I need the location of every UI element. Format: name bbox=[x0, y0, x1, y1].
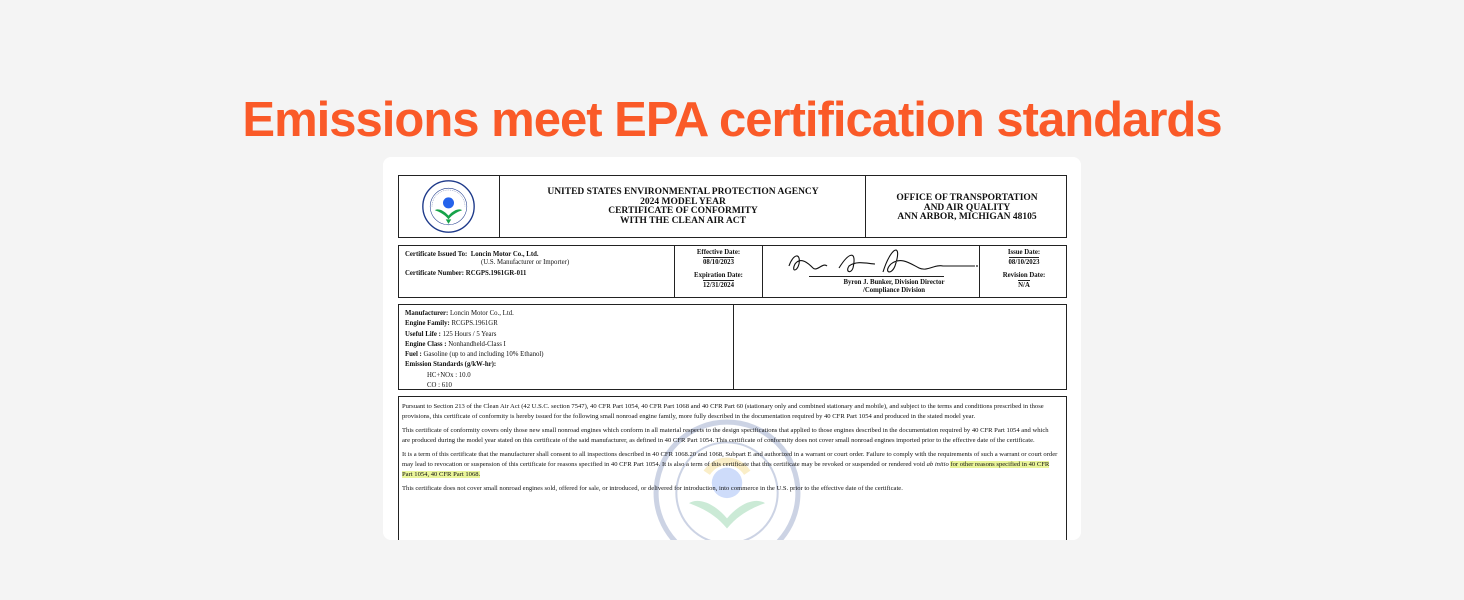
legal-paragraph: This certificate of conformity covers only those new small nonroad engines which conform in all material respects to the design specifications that applied to those engines described in the documentation required by 40 CFR Part 1054 and which are produced during the model year stated on this certificate of the said manufacturer, as defined in 40 CFR Part 1054. This certificate of conformity does not cover small nonroad engines imported prior to the effective date of the certificate. bbox=[402, 427, 1049, 444]
expiration-date-label: Expiration Date: bbox=[694, 272, 743, 279]
signer-division-text: Compliance Division bbox=[864, 287, 926, 294]
certificate-card bbox=[383, 157, 1081, 540]
cert-divider bbox=[762, 246, 763, 297]
legal-text-span: It is a term of this certificate that the manufacturer shall consent to all inspections described in 40 CFR 1068.20 and 1068, Subpart E and authorized in a warrant or court order. Failure to comply with the requirements of such a warrant or court order may lead to revocation or suspension of this certificate for reasons specified in 40 CFR Part 1054. It is also a term of this certificate that this certificate may be revoked or suspended or rendered void bbox=[402, 451, 1058, 468]
signer bbox=[774, 279, 1014, 295]
co-value: CO : 610 bbox=[427, 382, 452, 390]
certificate-number-label: Certificate Number: bbox=[405, 270, 465, 277]
signer-division: /Compliance Division bbox=[862, 287, 926, 294]
issue-date-cell bbox=[980, 249, 1068, 266]
standards-line bbox=[405, 360, 544, 370]
fuel-label: Fuel : bbox=[405, 351, 422, 359]
office-line: OFFICE OF TRANSPORTATION bbox=[896, 193, 1038, 203]
agency-line: CERTIFICATE OF CONFORMITY bbox=[608, 206, 758, 217]
legal-italic: ab initio bbox=[926, 461, 949, 468]
agency-line: WITH THE CLEAN AIR ACT bbox=[620, 215, 746, 226]
effective-date-value: 08/10/2023 bbox=[703, 259, 734, 266]
issue-date-value: 08/10/2023 bbox=[1008, 259, 1040, 266]
manufacturer-label: Manufacturer: bbox=[405, 310, 449, 317]
agency-title bbox=[500, 188, 866, 226]
hcnox-value: HC+NOx : 10.0 bbox=[427, 371, 471, 379]
fuel-line bbox=[405, 350, 544, 360]
engine-divider bbox=[733, 305, 734, 389]
agency-line: UNITED STATES ENVIRONMENTAL PROTECTION AGENCY bbox=[547, 187, 819, 197]
class-line bbox=[405, 340, 544, 350]
class-value: Nonhandheld-Class I bbox=[448, 340, 506, 348]
revision-date-value: N/A bbox=[1018, 282, 1030, 289]
signer-name: Byron J. Bunker, Division Director bbox=[843, 279, 945, 286]
family-line bbox=[405, 319, 544, 329]
expiration-date-value: 12/31/2024 bbox=[703, 282, 734, 289]
life-label: Useful Life : bbox=[405, 330, 441, 338]
legal-paragraph bbox=[402, 450, 1058, 480]
certificate-header bbox=[398, 175, 1067, 238]
certificate-number-value: RCGPS.1961GR-011 bbox=[465, 270, 527, 277]
issued-to bbox=[405, 251, 539, 259]
legal-text-highlight: for other reasons specified in 40 CFR Part 1054, 40 CFR Part 1068. bbox=[402, 461, 1050, 478]
legal-paragraph: Pursuant to Section 213 of the Clean Air Act (42 U.S.C. section 7547), 40 CFR Part 1054, 40 CFR Part 1068 and 40 CFR Part 60 (stationary only and combined stationary and mobile), and subject to the terms and conditions prescribed in those provisions, this certificate of conformity is hereby issued for the following small nonroad engine family, more fully described in the documentation required by 40 CFR Part 1054 and produced in the stated model year. bbox=[402, 403, 1044, 420]
issued-to-note: (U.S. Manufacturer or Importer) bbox=[481, 259, 570, 266]
certificate-number bbox=[405, 270, 526, 277]
engine-details bbox=[405, 309, 544, 391]
issue-date-label: Issue Date: bbox=[1007, 249, 1041, 256]
office-line: ANN ARBOR, MICHIGAN 48105 bbox=[897, 212, 1037, 223]
effective-date-cell bbox=[675, 249, 762, 266]
epa-seal-icon bbox=[421, 179, 476, 234]
office-title bbox=[867, 194, 1067, 223]
effective-date-label: Effective Date: bbox=[696, 249, 741, 256]
issued-to-value: Loncin Motor Co., Ltd. bbox=[470, 251, 539, 258]
signature-line bbox=[809, 276, 944, 277]
legal-paragraphs bbox=[402, 402, 1058, 498]
family-value: RCGPS.1961GR bbox=[451, 320, 498, 328]
issued-to-label: Certificate Issued To: bbox=[405, 251, 468, 258]
manufacturer-line bbox=[405, 309, 544, 319]
header-divider bbox=[865, 176, 866, 237]
certificate-info-row bbox=[398, 245, 1067, 298]
expiration-date-cell bbox=[675, 272, 762, 289]
manufacturer-value: Loncin Motor Co., Ltd. bbox=[450, 310, 514, 317]
life-line bbox=[405, 330, 544, 340]
standards-label: Emission Standards (g/kW-hr): bbox=[405, 361, 497, 369]
legal-text bbox=[398, 396, 1067, 540]
life-value: 125 Hours / 5 Years bbox=[442, 330, 497, 338]
legal-paragraph: This certificate does not cover small nonroad engines sold, offered for sale, or introduced, or delivered for introduction, into commerce in the U.S. prior to the effective date of the certificate. bbox=[402, 485, 903, 492]
engine-info bbox=[398, 304, 1067, 390]
family-label: Engine Family: bbox=[405, 320, 450, 328]
revision-date-cell bbox=[980, 272, 1068, 289]
fuel-value: Gasoline (up to and including 10% Ethanol) bbox=[423, 351, 544, 359]
page-headline: Emissions meet EPA certification standards bbox=[242, 93, 1222, 147]
revision-date-label: Revision Date: bbox=[1002, 272, 1046, 279]
seal-cell bbox=[399, 176, 499, 237]
class-label: Engine Class : bbox=[405, 340, 447, 348]
agency-line: 2024 MODEL YEAR bbox=[640, 196, 726, 207]
office-line: AND AIR QUALITY bbox=[923, 202, 1011, 213]
